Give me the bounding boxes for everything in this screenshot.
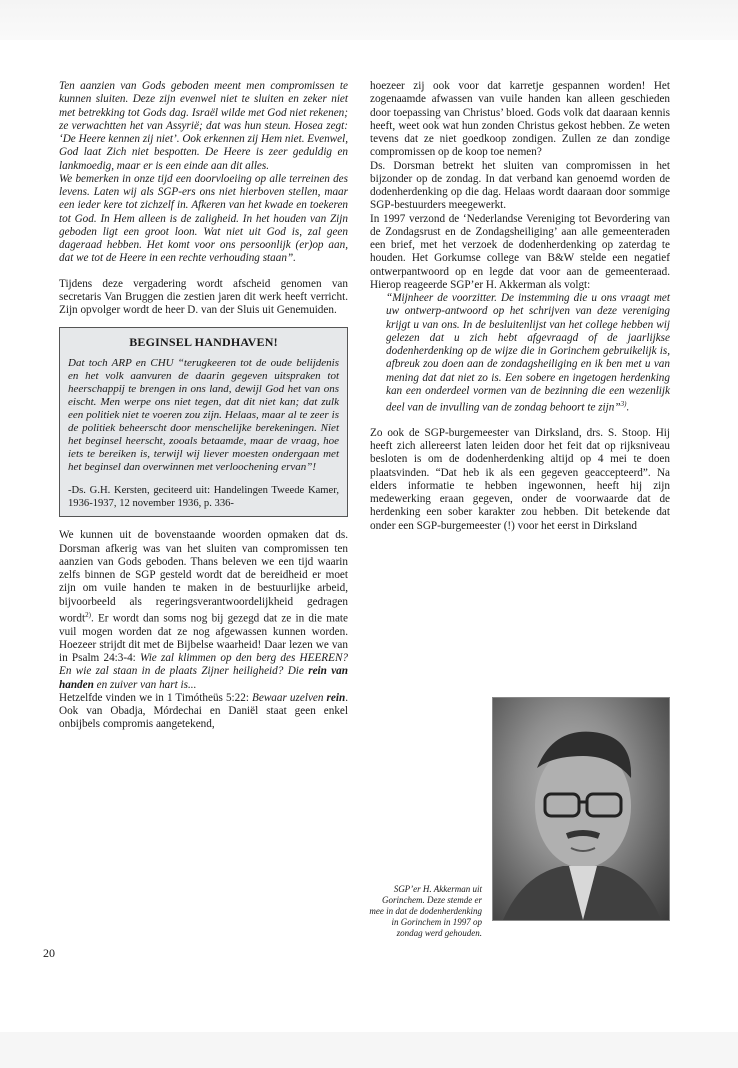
bottom-band [0, 1032, 738, 1068]
akkerman-quote: “Mijnheer de voorzitter. De instemming die u ons vraagt met uw ontwerp-antwoord op het schrijven van deze vereniging krijgt u van ons. In de besluitenlijst van het college hebben wij gelezen dat u zich hebt afgevraagd of de jaarlijkse dodenherdenking op de wijze die in Gorinchem gebruikelijk is, afbreuk zou doen aan de zondagsheiliging en ik ben met u van mening dat dat niet zo is. Een sobere en ingetogen herdenking kan een onderdeel vormen van de bezinning die een wezenlijk deel van de invulling van de zondag behoort te zijn”$^{3)}$. [386, 292, 670, 414]
farewell-paragraph: Tijdens deze vergadering wordt afscheid genomen van secretaris Van Bruggen die zestien jaren dit werk heeft verricht. Zijn opvolger wordt de heer D. van der Sluis uit Genemuiden. [59, 277, 348, 316]
box-source: -Ds. G.H. Kersten, geciteerd uit: Handelingen Tweede Kamer, 1936-1937, 12 november 1936, p. 336- [68, 485, 339, 510]
right-paragraph-2: Ds. Dorsman betrekt het sluiten van compromissen in het bijzonder op de zondag. In dat verband kan genoemd worden de dodenherdenking op die dag. Helaas wordt daaraan door sommige SGP-bestuurders meegewerkt. [370, 159, 670, 212]
right-paragraph-3: In 1997 verzond de ‘Nederlandse Vereniging tot Bevordering van de Zondagsrust en de Zondagsheiliging’ aan alle gemeenteraden een brief, met het verzoek de dodenherdenking op zaterdag te houden. Het Gorkumse college van B&W stelde een negatief ontwerpantwoord op en legde dat voor aan de gemeenteraad. Hierop reageerde SGP’er H. Akkerman als volgt: [370, 212, 670, 291]
body-paragraph-2: Hetzelfde vinden we in 1 Timótheüs 5:22: Bewaar uzelven rein. Ook van Obadja, Mórdechai en Daniël staat geen enkel onbijbels compromis aangetekend, [59, 691, 348, 731]
box-title: BEGINSEL HANDHAVEN! [129, 335, 278, 350]
intro-paragraph-2: We bemerken in onze tijd een doorvloeiing op alle terreinen des levens. Laten wij als SGP-ers ons niet hierboven stellen, maar een ieder kere tot zichzelf in. Afkeren van het kwade en toekeren tot God. In Hem alleen is de zaligheid. In het houden van Zijn geboden ligt een groot loon. Wat niet uit God is, zal geen dageraad hebben. Het komt voor ons persoonlijk (er)op aan, dat we tot de Heere in een rechte verhouding staan”. [59, 172, 348, 265]
page-number: 20 [43, 946, 55, 960]
body-paragraph-1: We kunnen uit de bovenstaande woorden opmaken dat ds. Dorsman afkerig was van het sluiten van compromissen ten aanzien van Gods geboden. Thans beleven we een tijd waarin zelfs binnen de SGP gesteld wordt dat de bereidheid er moet zijn om vuile handen te maken in de bestuurlijke arbeid, bijvoorbeeld als regeringsverantwoordelijkheid gedragen wordt$^{2)}$. Er wordt dan soms nog bij gezegd dat ze in die mate vuil mogen worden dat ze nog afgewassen kunnen worden. Hoezeer strijdt dit met de Bijbelse waarheid! Daar lezen we van in Psalm 24:3-4: Wie zal klimmen op den berg des HEEREN? En wie zal staan in de plaats Zijner heiligheid? Die rein van handen en zuiver van hart is... [59, 529, 349, 691]
right-column [370, 80, 670, 533]
right-paragraph-4: Zo ook de SGP-burgemeester van Dirksland, drs. S. Stoop. Hij heeft zich allereerst laten leiden door het feit dat op rijksniveau besloten is om de dodenherdenking altijd op 4 mei te doen plaatsvinden. “Dat heb ik als een gegeven geaccepteerd”. Na elders informatie te hebben ingewonnen, heeft hij zijn medewerking eraan gegeven, onder de voorwaarde dat de herdenking een sober karakter zou hebben. Dit betekende dat onder een SGP-burgemeester (!) voor het eerst in Dirksland [370, 426, 670, 532]
quote-box [59, 327, 348, 517]
box-quote: Dat toch ARP en CHU “terugkeeren tot de oude belijdenis en het volk aanvuren de daarin gegeven uitspraken tot heerschappij te brengen in ons land, dewijl God het van ons eischt. Men werpe ons niet tegen, dat dit niet kan; dat zulk een politiek niet te voeren zou zijn. Helaas, maar al te zeer is de politiek beheerscht door menschelijke berekeningen. Niet het beginsel heerscht, zooals betaamde, maar de vraag, hoe iets te bereiken is, terwijl wij liever moesten ondergaan met het beginsel dan overwinnen met verloochening ervan”! [68, 357, 339, 474]
left-column [59, 80, 348, 732]
photo-caption: SGP’er H. Akkerman uit Gorinchem. Deze stemde er mee in dat de dodenherdenking in Gorinchem in 1997 op zondag werd gehouden. [369, 884, 482, 938]
right-paragraph-1: hoezeer zij ook voor dat karretje gespannen worden! Het zogenaamde afwassen van vuile handen kan alleen geschieden door toepassing van Christus’ bloed. Gods volk dat daaraan kennis heeft, weet ook wat hun zonden Christus gekost hebben. Ze weten tevens dat ze niet goedkoop zondigen. Zullen ze dan zondige compromissen op de koop toe nemen? [370, 80, 670, 159]
intro-paragraph: Ten aanzien van Gods geboden meent men compromissen te kunnen sluiten. Deze zijn evenwel niet te sluiten en zeker niet met betrekking tot Gods dag. Israël wilde met God niet rekenen; ze verwachtten het van Assyrië; dat was hun steun. Hosea zegt: ‘De Heere kennen zij niet’. Ook erkennen zij Hem niet. Evenwel, God laat Zich niet bespotten. De Heere is zeer geduldig en lankmoedig, maar er is een einde aan dit alles. [59, 80, 348, 172]
portrait-illustration [493, 698, 669, 920]
portrait-photo [492, 697, 670, 921]
top-band [0, 0, 738, 40]
